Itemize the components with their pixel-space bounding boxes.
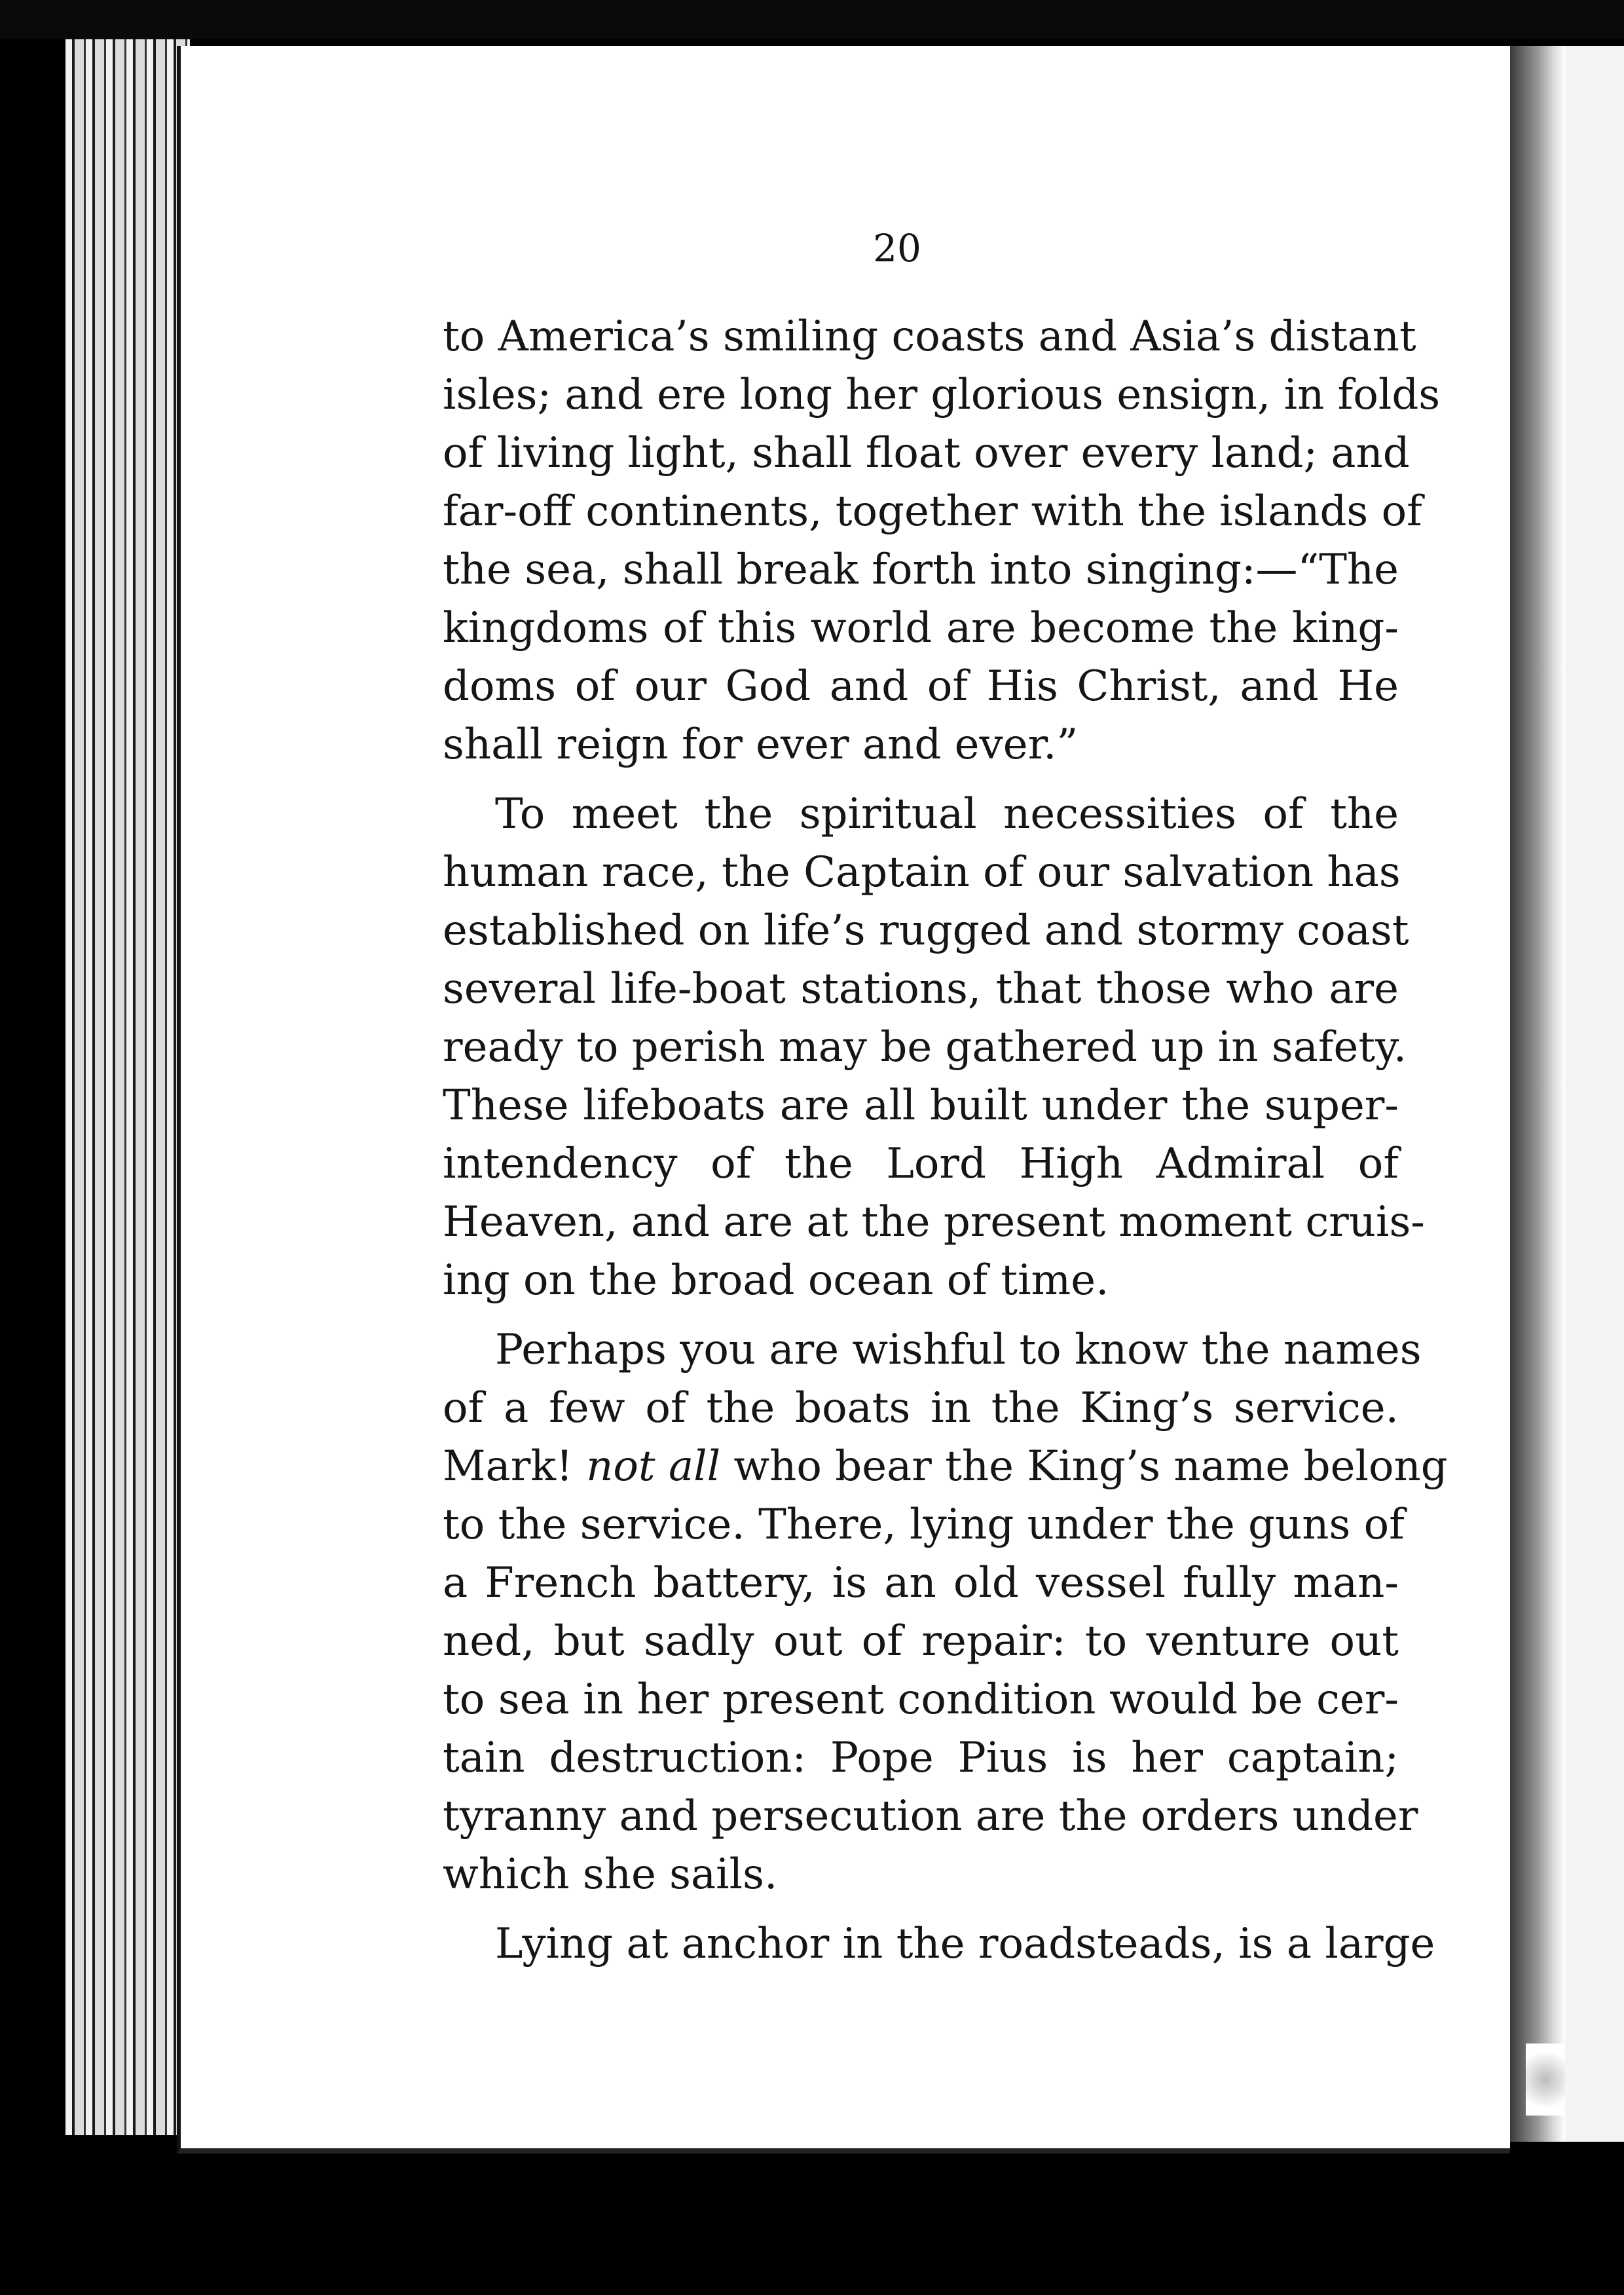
text-line: kingdoms of this world are become the king- (443, 604, 1399, 652)
paragraph-4 (443, 1915, 1435, 1973)
text-line: ing on the broad ocean of time. (443, 1256, 1109, 1305)
text-line: several life-boat stations, that those who are (443, 965, 1399, 1013)
text-line: of a few of the boats in the King’s service. (443, 1384, 1399, 1432)
body-text (443, 308, 1448, 1973)
page-number: 20 (873, 226, 921, 271)
facing-page-margin (1565, 46, 1624, 2142)
text-line: These lifeboats are all built under the super- (443, 1081, 1399, 1130)
text-run: Mark! (443, 1442, 587, 1491)
text-line: Heaven, and are at the present moment cruis- (443, 1198, 1425, 1246)
text-line-with-italic (443, 1438, 1448, 1496)
text-line: to sea in her present condition would be cer- (443, 1675, 1399, 1724)
text-line: established on life’s rugged and stormy coast (443, 906, 1409, 955)
text-line: intendency of the Lord High Admiral of (443, 1140, 1399, 1188)
text-line: tain destruction: Pope Pius is her captain; (443, 1734, 1399, 1782)
text-line: Perhaps you are wishful to know the names (495, 1326, 1422, 1374)
text-line: to America’s smiling coasts and Asia’s distant (443, 312, 1416, 361)
paper-stain (1526, 2043, 1565, 2116)
text-line: Lying at anchor in the roadsteads, is a large (495, 1920, 1435, 1968)
text-line: to the service. There, lying under the guns of (443, 1501, 1405, 1549)
text-line: doms of our God and of His Christ, and He (443, 662, 1399, 711)
text-line: isles; and ere long her glorious ensign, in folds (443, 371, 1441, 419)
text-line: far-off continents, together with the islands of (443, 487, 1422, 536)
text-line: which she sails. (443, 1850, 778, 1899)
paragraph-1 (443, 308, 1441, 774)
text-line: a French battery, is an old vessel fully man- (443, 1559, 1399, 1607)
text-line: the sea, shall break forth into singing:—“The (443, 546, 1399, 594)
page-edges-left (65, 39, 190, 2135)
text-line: of living light, shall float over every land; and (443, 429, 1410, 477)
italic-run: not all (586, 1442, 721, 1491)
scan-bottom-edge (0, 2155, 1624, 2295)
paragraph-3 (443, 1321, 1448, 1904)
paragraph-2 (443, 785, 1425, 1310)
text-line: human race, the Captain of our salvation has (443, 848, 1401, 897)
text-line: tyranny and persecution are the orders under (443, 1792, 1418, 1840)
text-line: ned, but sadly out of repair: to venture out (443, 1617, 1399, 1666)
book-gutter (1506, 46, 1565, 2142)
scan-top-edge (0, 0, 1624, 39)
text-line: ready to perish may be gathered up in safety. (443, 1023, 1407, 1072)
text-line: To meet the spiritual necessities of the (495, 790, 1399, 838)
text-line: shall reign for ever and ever.” (443, 720, 1079, 769)
text-run: who bear the King’s name belong (720, 1442, 1448, 1491)
